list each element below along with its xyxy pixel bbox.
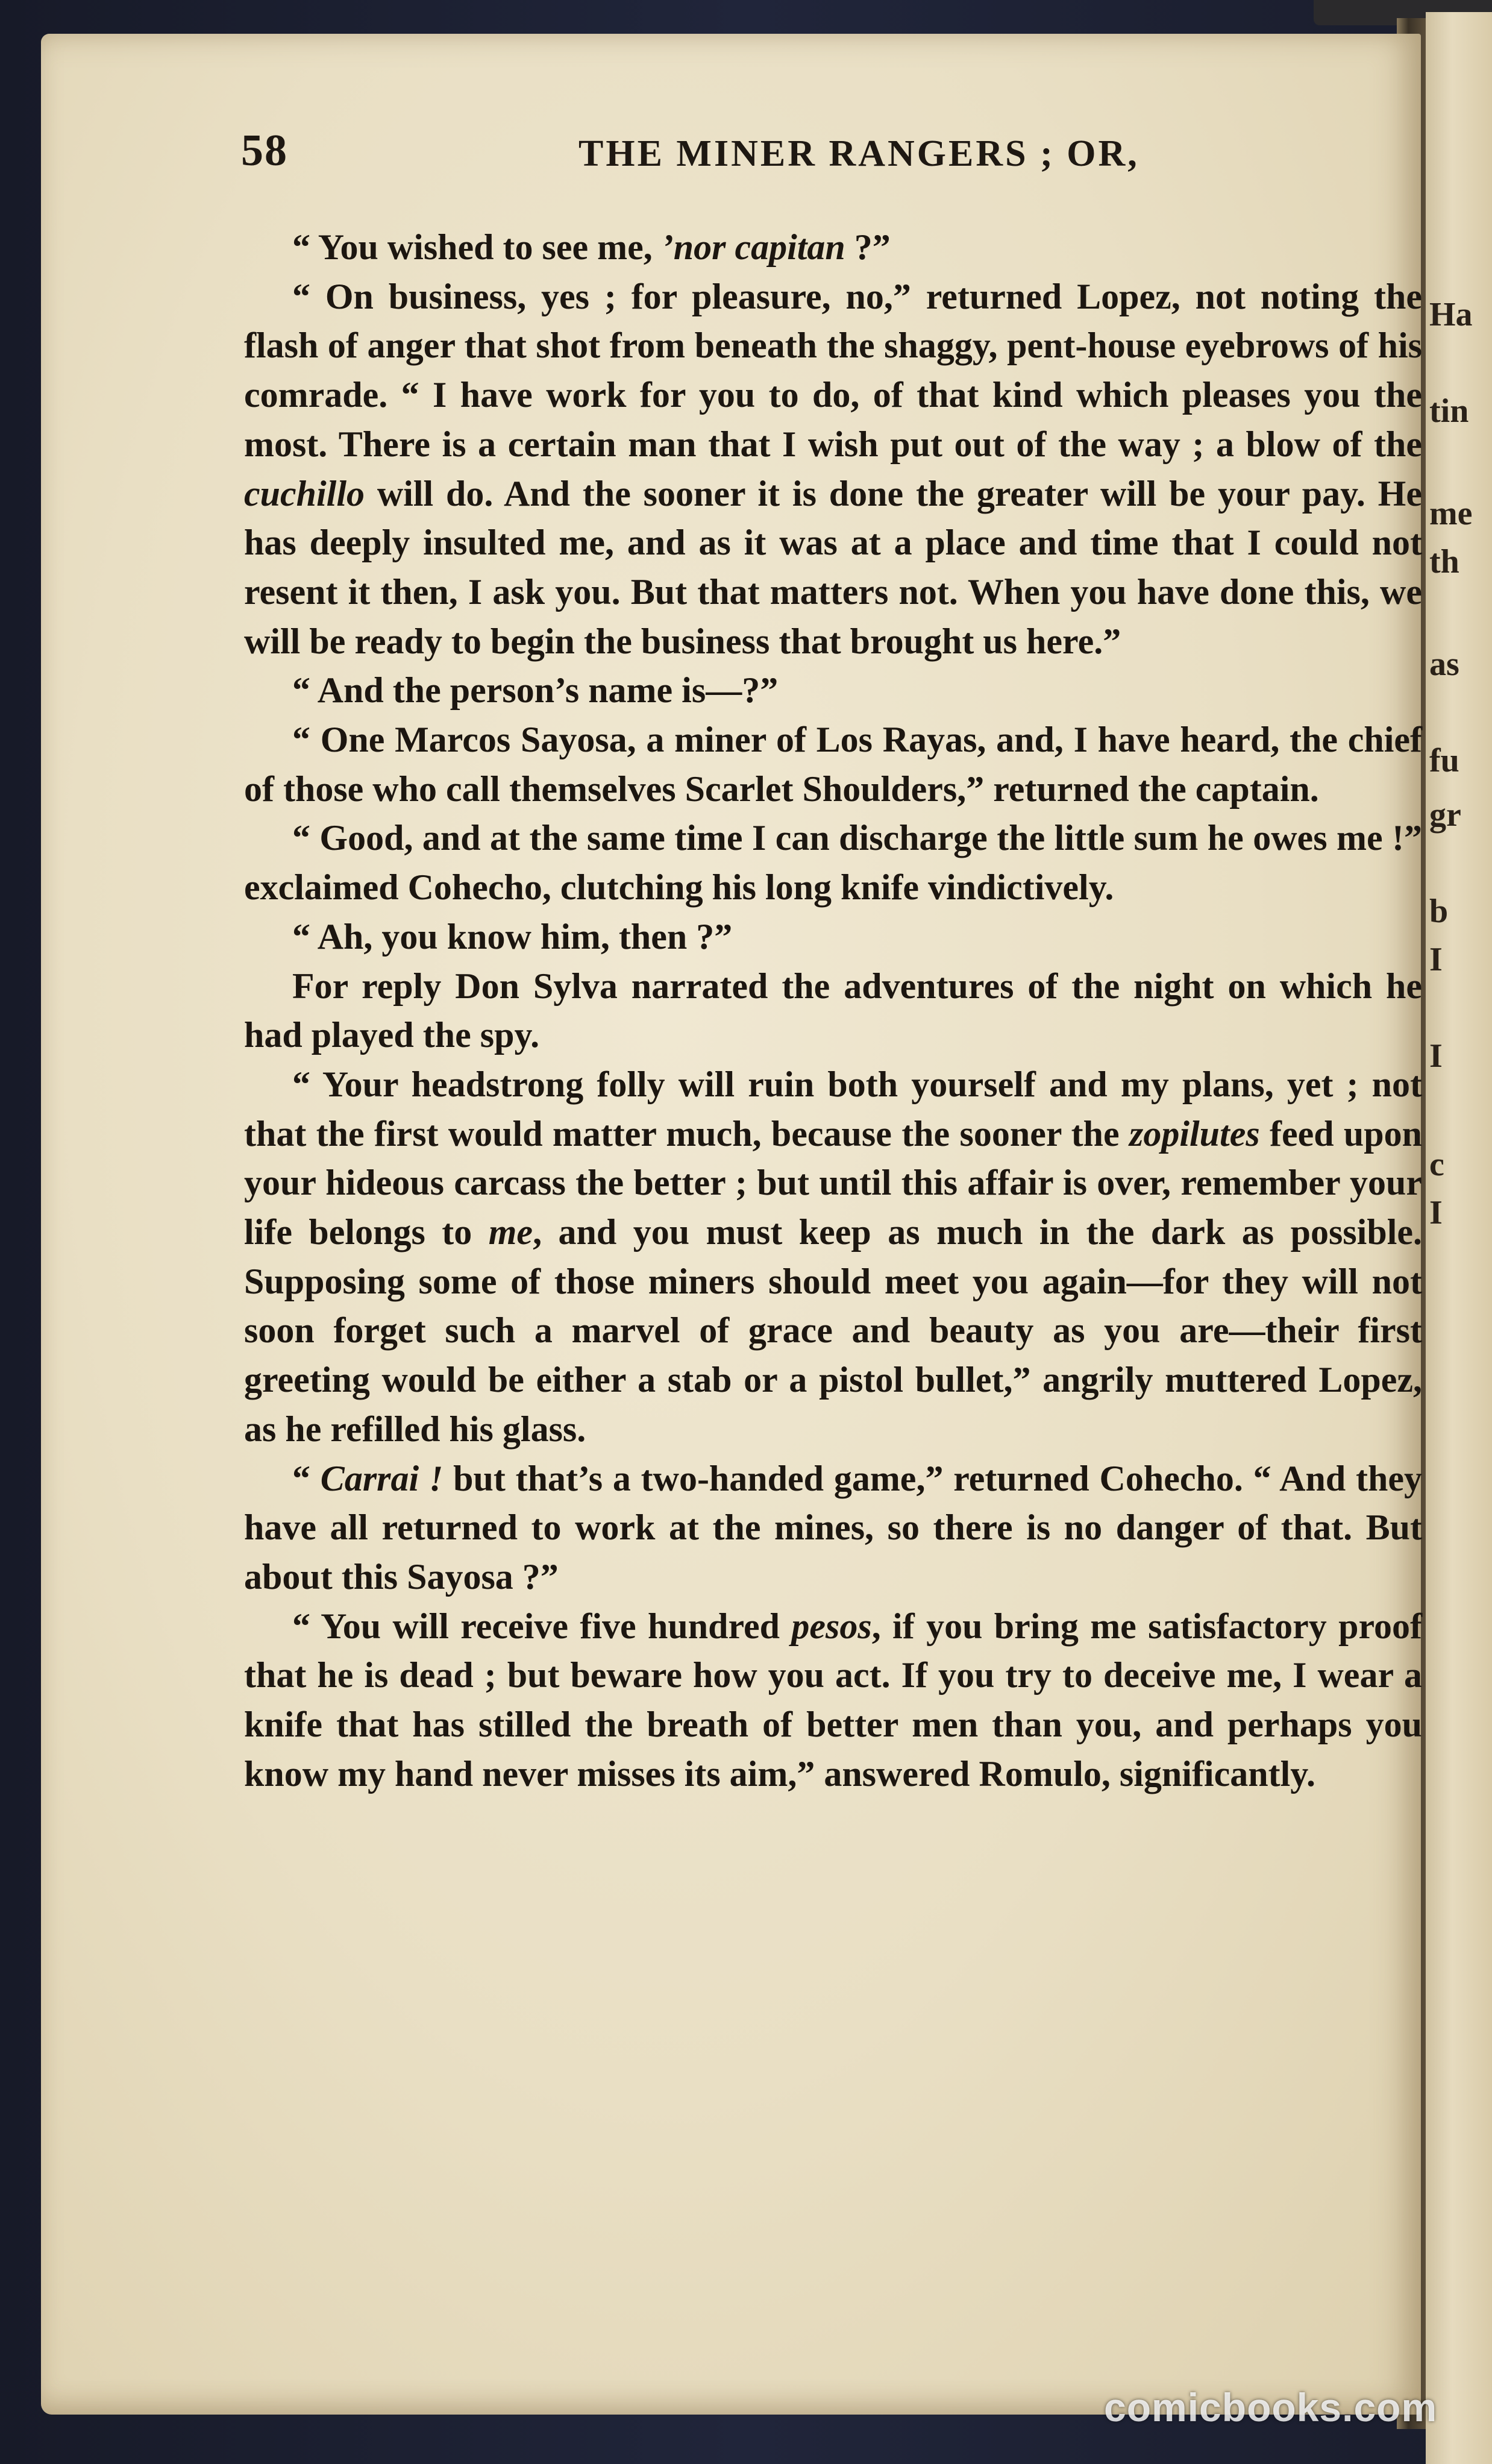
paragraph: “ And the person’s name is—?” xyxy=(292,670,779,711)
paragraph: “ Ah, you know him, then ?” xyxy=(292,916,733,957)
paragraph: “ One Marcos Sayosa, a miner of Los Rayas, and, I have heard, the chief of those who call themselves Scarlet Shoulders,” returned the captain. xyxy=(244,720,1422,809)
page-header xyxy=(241,125,1422,186)
facing-page-edge xyxy=(1426,12,1492,2464)
facing-page-fragment: th xyxy=(1429,543,1459,580)
paragraph: “ Good, and at the same time I can discharge the little sum he owes me !” exclaimed Cohecho, clutching his long knife vindictively. xyxy=(244,818,1422,908)
paragraph: “ Carrai ! but that’s a two-handed game,” returned Cohecho. “ And they have all returned to work at the mines, so there is no danger of that. But about this Sayosa ?” xyxy=(244,1458,1422,1597)
facing-page-fragment: c xyxy=(1429,1146,1444,1183)
facing-page-fragment: tin xyxy=(1429,392,1469,430)
paragraph: “ Your headstrong folly will ruin both yourself and my plans, yet ; not that the first would matter much, because the sooner the zopilutes feed upon your hideous carcass the better ; but until this affair is over, remember your life belongs to me, and you must keep as much in the dark as possible. Supposing some of those miners should meet you again—for they will not soon forget such a marvel of grace and beauty as you are—their first greeting would be either a stab or a pistol bullet,” angrily muttered Lopez, as he refilled his glass. xyxy=(244,1064,1423,1449)
facing-page-fragment: I xyxy=(1429,1037,1443,1075)
facing-page-fragment: I xyxy=(1429,1194,1443,1231)
page-number: 58 xyxy=(241,126,288,175)
facing-page-fragment: me xyxy=(1429,495,1473,532)
facing-page-fragment: gr xyxy=(1429,796,1461,834)
facing-page-fragment: Ha xyxy=(1429,296,1473,333)
facing-page-fragment: I xyxy=(1429,941,1443,978)
paragraph: “ You will receive five hundred pesos, if you bring me satisfactory proof that he is dead ; but beware how you act. If you try to deceive me, I wear a knife that has stilled the breath of better men than you, and perhaps you know my hand never misses its aim,” answered Romulo, significantly. xyxy=(244,1606,1422,1794)
facing-page-fragment: as xyxy=(1429,646,1459,683)
running-head: THE MINER RANGERS ; OR, xyxy=(578,133,1139,174)
body-text xyxy=(244,223,1422,1799)
facing-page-fragment: fu xyxy=(1429,742,1459,779)
watermark: comicbooks.com xyxy=(1104,2385,1438,2430)
paragraph: “ On business, yes ; for pleasure, no,” returned Lopez, not noting the flash of anger that shot from beneath the shaggy, pent-house eyebrows of his comrade. “ I have work for you to do, of that kind which pleases you the most. There is a certain man that I wish put out of the way ; a blow of the cuchillo will do. And the sooner it is done the greater will be your pay. He has deeply insulted me, and as it was at a place and time that I could not resent it then, I ask you. But that matters not. When you have done this, we will be ready to begin the business that brought us here.” xyxy=(244,276,1422,661)
facing-page-fragment: b xyxy=(1429,893,1449,930)
paragraph: For reply Don Sylva narrated the adventures of the night on which he had played the spy. xyxy=(244,966,1422,1055)
paragraph: “ You wished to see me, ’nor capitan ?” xyxy=(292,227,891,267)
